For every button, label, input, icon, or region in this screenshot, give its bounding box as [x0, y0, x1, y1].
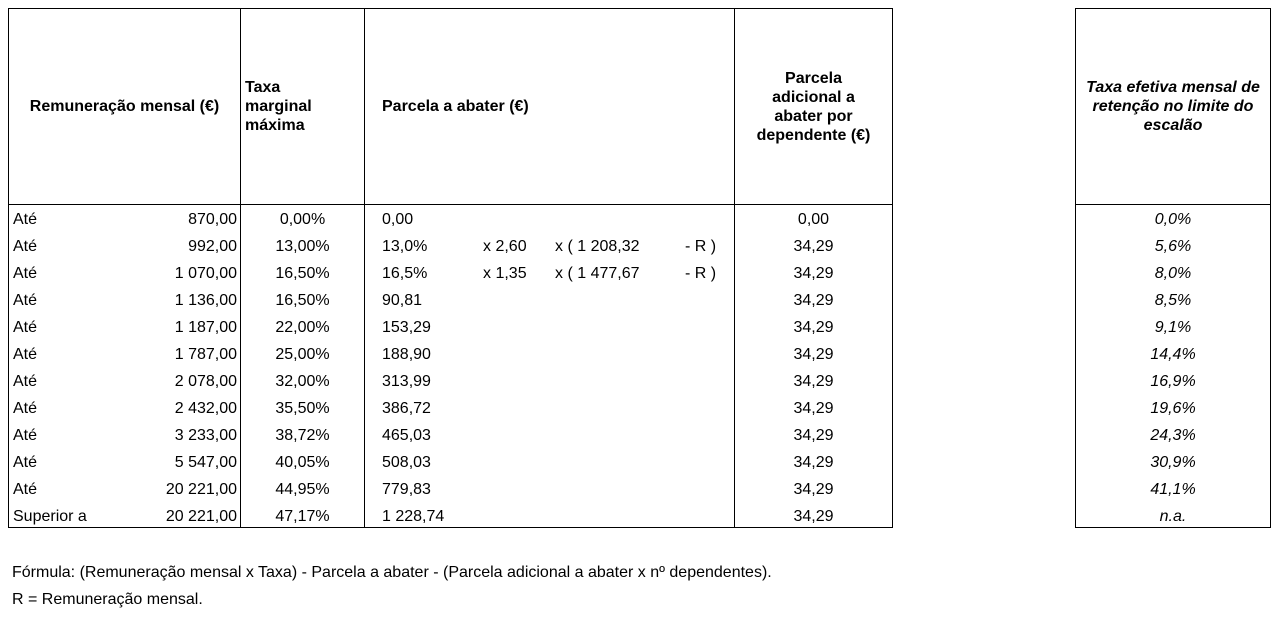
dependent-deduction: 34,29: [793, 508, 834, 525]
marginal-rate: 44,95%: [275, 481, 330, 498]
header-dependente-text: Parcela adicional a abater por dependente (€): [756, 69, 871, 144]
effective-rate: 9,1%: [1154, 319, 1192, 336]
bracket-label: Até: [13, 346, 38, 363]
effective-rate: 5,6%: [1154, 238, 1192, 255]
marginal-rate: 13,00%: [275, 238, 330, 255]
deduction: 386,72: [382, 400, 431, 417]
effective-rate-row: [1076, 341, 1270, 368]
effective-rate: 8,5%: [1154, 292, 1192, 309]
table-row: [9, 314, 892, 341]
bracket-limit: 1 187,00: [174, 319, 237, 336]
deduction: 0,00: [382, 211, 414, 228]
effective-rate: n.a.: [1159, 508, 1187, 525]
effective-rate-row: [1076, 287, 1270, 314]
effective-rate-row: [1076, 206, 1270, 233]
deduction-base: x ( 1 477,67: [555, 265, 640, 282]
header-efetiva: [1076, 9, 1270, 204]
bracket-limit: 2 078,00: [174, 373, 237, 390]
r-definition-note: R = Remuneração mensal.: [12, 591, 203, 608]
effective-rate-row: [1076, 503, 1270, 530]
effective-rate: 41,1%: [1150, 481, 1196, 498]
bracket-label: Até: [13, 265, 38, 282]
table-row: [9, 206, 892, 233]
effective-rate-row: [1076, 233, 1270, 260]
bracket-label: Até: [13, 238, 38, 255]
bracket-label: Até: [13, 400, 38, 417]
marginal-rate: 47,17%: [275, 508, 330, 525]
bracket-limit: 20 221,00: [165, 508, 237, 525]
deduction-base: x ( 1 208,32: [555, 238, 640, 255]
effective-rate: 16,9%: [1150, 373, 1196, 390]
dependent-deduction: 34,29: [793, 400, 834, 417]
bracket-label: Até: [13, 481, 38, 498]
table-row: [9, 422, 892, 449]
deduction: 508,03: [382, 454, 431, 471]
marginal-rate: 16,50%: [275, 265, 330, 282]
formula-note: Fórmula: (Remuneração mensal x Taxa) - Parcela a abater - (Parcela adicional a abater x nº dependentes).: [12, 564, 772, 581]
effective-rate-row: [1076, 314, 1270, 341]
marginal-rate: 0,00%: [279, 211, 326, 228]
bracket-limit: 992,00: [188, 238, 237, 255]
marginal-rate: 32,00%: [275, 373, 330, 390]
header-taxa-text: Taxa marginal máxima: [245, 79, 312, 134]
effective-rate-row: [1076, 260, 1270, 287]
effective-rate-row: [1076, 395, 1270, 422]
bracket-limit: 5 547,00: [174, 454, 237, 471]
table-row: [9, 341, 892, 368]
effective-rate-row: [1076, 476, 1270, 503]
effective-rate: 8,0%: [1154, 265, 1192, 282]
effective-rate-row: [1076, 422, 1270, 449]
effective-rate: 14,4%: [1150, 346, 1196, 363]
header-parcela-text: Parcela a abater (€): [382, 98, 529, 115]
deduction: 16,5%: [382, 265, 428, 282]
dependent-deduction: 34,29: [793, 265, 834, 282]
header-remuneracao-text: Remuneração mensal (€): [29, 98, 220, 115]
effective-rate: 19,6%: [1150, 400, 1196, 417]
dependent-deduction: 34,29: [793, 481, 834, 498]
marginal-rate: 16,50%: [275, 292, 330, 309]
bracket-limit: 1 787,00: [174, 346, 237, 363]
bracket-limit: 870,00: [188, 211, 237, 228]
bracket-label: Até: [13, 454, 38, 471]
effective-rate: 30,9%: [1150, 454, 1196, 471]
deduction: 90,81: [382, 292, 423, 309]
bracket-label: Até: [13, 319, 38, 336]
bracket-limit: 20 221,00: [165, 481, 237, 498]
deduction-r-term: - R ): [685, 238, 717, 255]
header-parcela: [382, 9, 722, 204]
marginal-rate: 35,50%: [275, 400, 330, 417]
table-row: [9, 476, 892, 503]
deduction: 313,99: [382, 373, 431, 390]
deduction: 153,29: [382, 319, 431, 336]
bracket-limit: 2 432,00: [174, 400, 237, 417]
bracket-limit: 1 136,00: [174, 292, 237, 309]
effective-rate-row: [1076, 449, 1270, 476]
dependent-deduction: 34,29: [793, 346, 834, 363]
dependent-deduction: 0,00: [797, 211, 830, 228]
deduction: 13,0%: [382, 238, 428, 255]
header-divider: [9, 204, 892, 205]
bracket-label: Até: [13, 211, 38, 228]
header-efetiva-text: Taxa efetiva mensal de retenção no limite do escalão: [1086, 79, 1260, 134]
table-row: [9, 287, 892, 314]
bracket-label: Até: [13, 292, 38, 309]
header-remuneracao: [9, 9, 240, 204]
table-row: [9, 368, 892, 395]
table-row: [9, 233, 892, 260]
marginal-rate: 22,00%: [275, 319, 330, 336]
table-row: [9, 395, 892, 422]
withholding-table: [8, 8, 893, 528]
dependent-deduction: 34,29: [793, 292, 834, 309]
bracket-label: Até: [13, 427, 38, 444]
deduction-r-term: - R ): [685, 265, 717, 282]
deduction-multiplier: x 2,60: [483, 238, 527, 255]
table-row: [9, 260, 892, 287]
deduction: 1 228,74: [382, 508, 445, 525]
dependent-deduction: 34,29: [793, 454, 834, 471]
bracket-limit: 3 233,00: [174, 427, 237, 444]
effective-rate: 24,3%: [1150, 427, 1196, 444]
dependent-deduction: 34,29: [793, 319, 834, 336]
marginal-rate: 25,00%: [275, 346, 330, 363]
deduction: 779,83: [382, 481, 431, 498]
deduction: 465,03: [382, 427, 431, 444]
dependent-deduction: 34,29: [793, 238, 834, 255]
bracket-label: Até: [13, 373, 38, 390]
bracket-limit: 1 070,00: [174, 265, 237, 282]
marginal-rate: 38,72%: [275, 427, 330, 444]
deduction-multiplier: x 1,35: [483, 265, 527, 282]
effective-rate-table: [1075, 8, 1271, 528]
bracket-label: Superior a: [13, 508, 87, 525]
effective-rate: 0,0%: [1154, 211, 1192, 228]
header-divider: [1076, 204, 1270, 205]
header-dependente: [735, 9, 892, 204]
table-row: [9, 449, 892, 476]
dependent-deduction: 34,29: [793, 373, 834, 390]
deduction: 188,90: [382, 346, 431, 363]
dependent-deduction: 34,29: [793, 427, 834, 444]
header-taxa: [245, 9, 360, 204]
table-row: [9, 503, 892, 530]
marginal-rate: 40,05%: [275, 454, 330, 471]
effective-rate-row: [1076, 368, 1270, 395]
